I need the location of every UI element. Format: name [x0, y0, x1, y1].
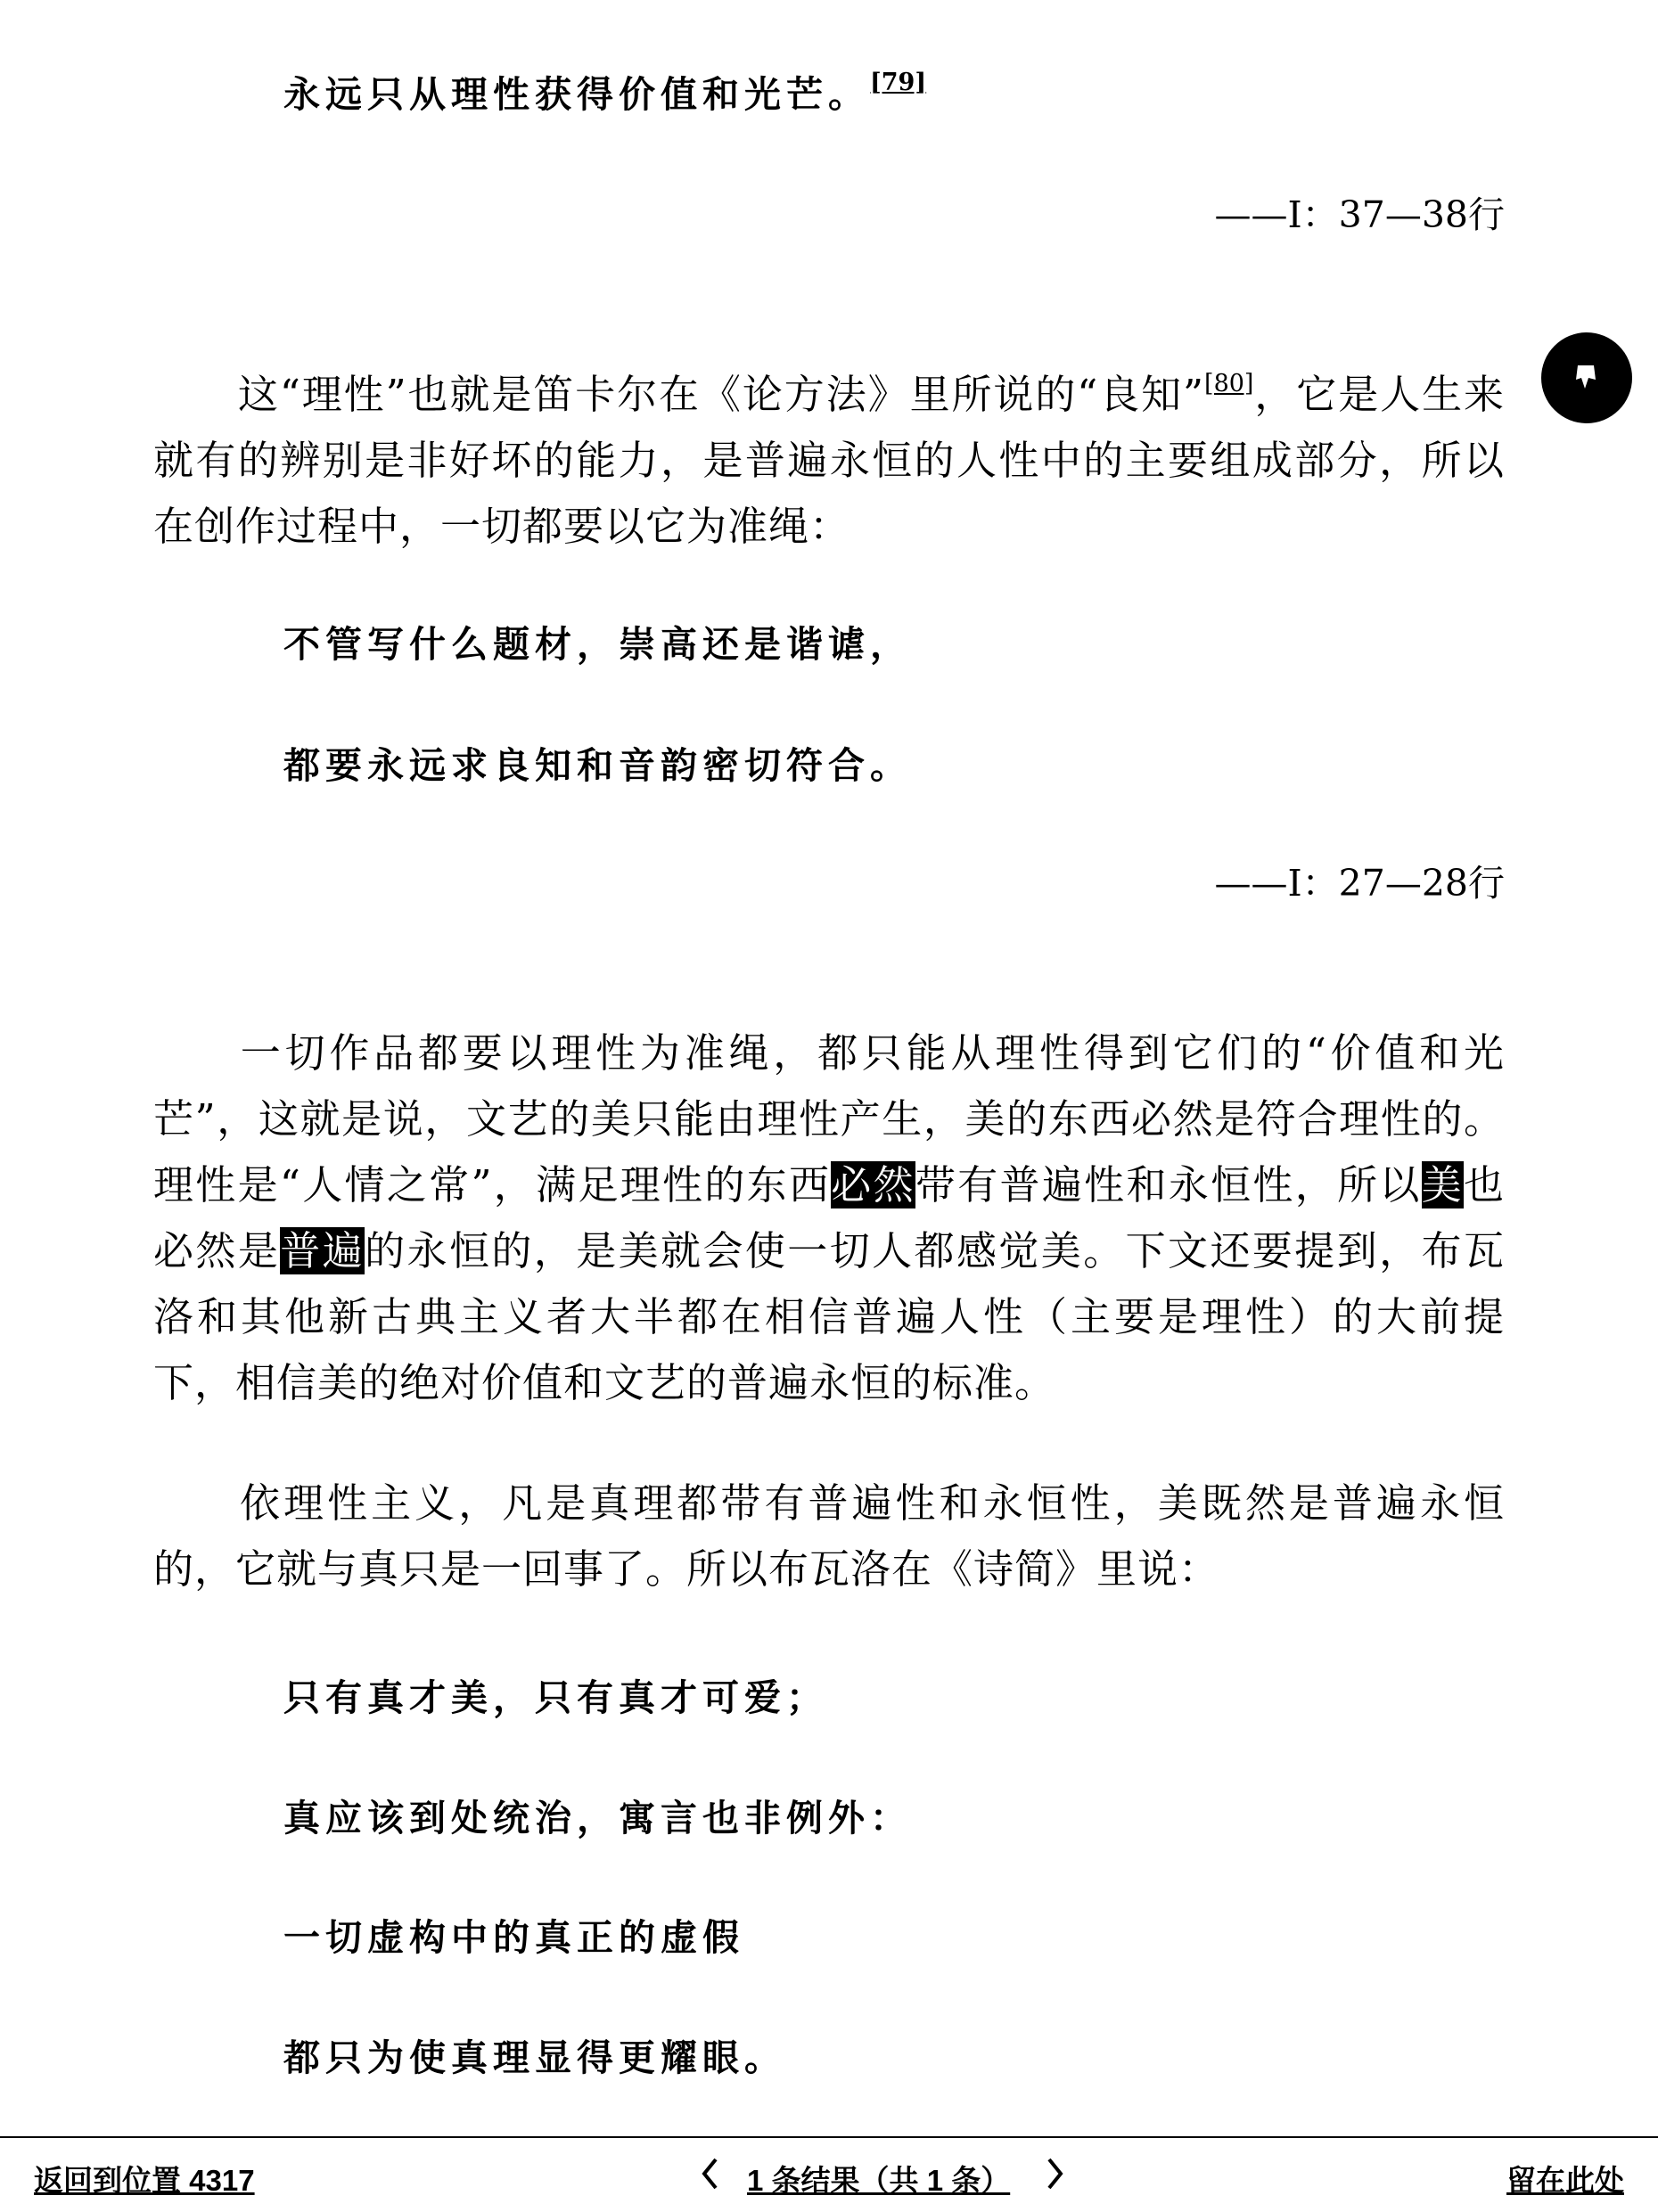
citation: ——Ⅰ：27—28行: [1214, 862, 1505, 905]
search-highlight[interactable]: 美: [1421, 1161, 1464, 1208]
previous-result-button[interactable]: [694, 2154, 726, 2193]
search-highlight[interactable]: 普遍: [280, 1227, 365, 1274]
stay-here-link[interactable]: 留在此处: [1506, 2164, 1624, 2197]
verse-line: 都要永远求良知和音韵密切符合。: [283, 744, 912, 787]
bookmark-pin-icon: [1569, 358, 1605, 397]
verse-line: 都只为使真理显得更耀眼。: [283, 2036, 786, 2079]
search-highlight[interactable]: 必然: [831, 1161, 915, 1208]
chevron-left-icon: [699, 2156, 720, 2192]
citation: ——Ⅰ：37—38行: [1214, 193, 1505, 236]
footnote-link[interactable]: [79]: [870, 69, 927, 96]
results-count: 1 条结果（共 1 条）: [747, 2164, 1011, 2197]
verse-line: 永远只从理性获得价值和光芒。[79]: [283, 69, 927, 116]
paragraph: 依理性主义，凡是真理都带有普遍性和永恒性，美既然是普遍永恒的，它就与真只是一回事了。所以布瓦洛在《诗简》里说：: [153, 1479, 1505, 1593]
chevron-right-icon: [1045, 2156, 1066, 2192]
verse-line: 只有真才美，只有真才可爱；: [283, 1676, 828, 1719]
paragraph: 这“理性”也就是笛卡尔在《论方法》里所说的“良知”[80]，它是人生来就有的辨别是非好坏的能力，是普遍永恒的人性中的主要组成部分，所以在创作过程中，一切都要以它为准绳：: [153, 370, 1505, 550]
bookmark-button[interactable]: [1541, 332, 1632, 423]
verse-line: 真应该到处统治，寓言也非例外：: [283, 1797, 912, 1839]
next-result-button[interactable]: [1039, 2154, 1071, 2193]
back-to-location-link[interactable]: 返回到位置 4317: [34, 2164, 255, 2197]
verse-line: 不管写什么题材，崇高还是谐谑，: [283, 623, 912, 666]
search-results-bar: [0, 2136, 1658, 2212]
verse-line: 一切虚构中的真正的虚假: [283, 1916, 744, 1959]
footnote-link[interactable]: [80]: [1204, 370, 1254, 397]
paragraph: 一切作品都要以理性为准绳，都只能从理性得到它们的“价值和光芒”，这就是说，文艺的美只能由理性产生，美的东西必然是符合理性的。理性是“人情之常”，满足理性的东西必然带有普遍性和永恒性，所以美也必然是普遍的永恒的，是美就会使一切人都感觉美。下文还要提到，布瓦洛和其他新古典主义者大半都在相信普遍人性（主要是理性）的大前提下，相信美的绝对价值和文艺的普遍永恒的标准。: [153, 1029, 1505, 1406]
